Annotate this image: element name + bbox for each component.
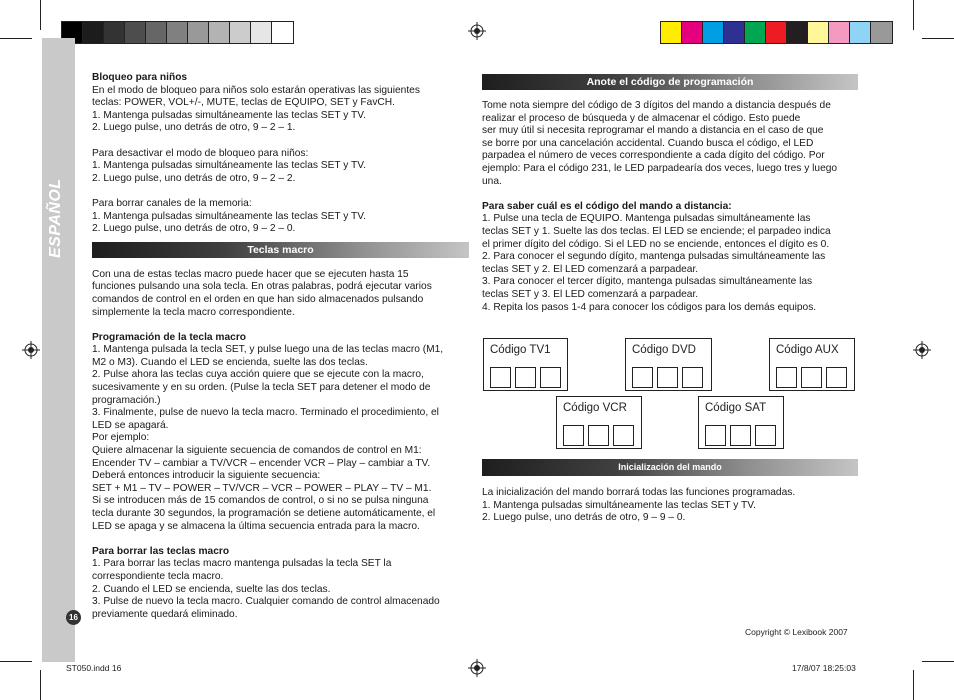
text-line: programación.) (92, 394, 161, 406)
digit-slot (776, 367, 797, 388)
child-lock-title: Bloqueo para niños (92, 72, 188, 83)
color-swatch (209, 22, 230, 43)
digit-slot (657, 367, 678, 388)
digit-slot (801, 367, 822, 388)
text-line: teclas SET y 3. El LED comenzará a parpadear. (482, 288, 699, 300)
color-swatch (787, 22, 808, 43)
registration-mark-icon (913, 341, 931, 359)
text-line: 1. Pulse una tecla de EQUIPO. Mantenga pulsadas simultáneamente las (482, 213, 811, 225)
text-line: Deberá entonces introducir la siguiente secuencia: (92, 470, 321, 482)
text-line: 2. Luego pulse, uno detrás de otro, 9 – 2 – 2. (92, 172, 296, 184)
text-line: el primer dígito del código. Si el LED no se enciende, entonces el dígito es 0. (482, 238, 830, 250)
code-box-aux (769, 338, 855, 391)
text-line: LED se apaga y se almacena la última secuencia entrada para la macro. (92, 520, 420, 532)
text-line: 2. Luego pulse, uno detrás de otro, 9 – 9 – 0. (482, 512, 686, 524)
text-line: previamente quedará eliminado. (92, 608, 238, 620)
digit-slot (755, 425, 776, 446)
macro-programming-text (92, 344, 469, 533)
text-line: 1. Mantenga pulsada la tecla SET, y pulse luego una de las teclas macro (M1, (92, 344, 444, 356)
text-line: una. (482, 175, 502, 187)
text-line: M2 o M3). Cuando el LED se encienda, suelte las dos teclas. (92, 356, 368, 368)
code-box-label: Código VCR (563, 402, 627, 414)
macro-programming-title: Programación de la tecla macro (92, 331, 247, 343)
text-line: teclas SET y 2. El LED comenzará a parpadear. (482, 263, 699, 275)
left-column (92, 72, 469, 621)
text-line: 3. Pulse de nuevo la tecla macro. Cualquier comando de control almacenado (92, 596, 440, 608)
macro-erase-title: Para borrar las teclas macro (92, 545, 230, 557)
text-line: tecla durante 30 segundos, la programación se detiene automáticamente, el (92, 508, 436, 519)
text-line: teclas: POWER, VOL+/-, MUTE, teclas de EQUIPO, SET y FavCH. (92, 97, 395, 109)
color-swatch (272, 22, 293, 43)
child-lock-deactivate-text (92, 148, 469, 186)
text-line: 3. Finalmente, pulse de nuevo la tecla macro. Terminado el procedimiento, el (92, 407, 439, 419)
text-line: Con una de estas teclas macro puede hacer que se ejecuten hasta 15 (92, 268, 409, 280)
color-swatch (745, 22, 766, 43)
text-line: parpadea el número de veces correspondiente a cada dígito del código. Por (482, 150, 825, 162)
crop-mark (0, 661, 32, 662)
color-swatch (167, 22, 188, 43)
find-code-title: Para saber cuál es el código del mando a distancia: (482, 200, 732, 212)
digit-slot (826, 367, 847, 388)
digit-slot (515, 367, 536, 388)
digit-slot (632, 367, 653, 388)
digit-slot (613, 425, 634, 446)
crop-mark (40, 0, 41, 30)
color-swatch (104, 22, 125, 43)
text-line: Por ejemplo: (92, 432, 150, 444)
text-line: realizar el proceso de búsqueda y de almacenar el código. Esto puede (482, 112, 801, 124)
macro-section-bar: Teclas macro (92, 242, 469, 258)
crop-mark (922, 661, 954, 662)
text-line: 2. Luego pulse, uno detrás de otro, 9 – 2 – 0. (92, 223, 296, 235)
color-swatch (83, 22, 104, 43)
code-box-dvd (625, 338, 712, 391)
file-info: ST050.indd 16 (66, 663, 122, 673)
text-line: 2. Luego pulse, uno detrás de otro, 9 – 2 – 1. (92, 122, 296, 134)
registration-mark-icon (468, 659, 486, 677)
side-band (42, 38, 75, 662)
text-line: 1. Mantenga pulsadas simultáneamente las teclas SET y TV. (92, 210, 366, 222)
init-section-bar: Inicialización del mando (482, 459, 858, 476)
digit-slot (563, 425, 584, 446)
color-swatch (661, 22, 682, 43)
crop-mark (913, 0, 914, 30)
text-line: 1. Mantenga pulsadas simultáneamente las teclas SET y TV. (92, 109, 366, 121)
copyright-text: Copyright © Lexibook 2007 (745, 627, 848, 637)
text-line: SET + M1 – TV – POWER – TV/VCR – VCR – POWER – PLAY – TV – M1. (92, 482, 432, 494)
color-swatch-bar (660, 21, 893, 44)
color-swatch (251, 22, 272, 43)
text-line: 2. Cuando el LED se encienda, suelte las dos teclas. (92, 583, 331, 595)
text-line: comandos de control en el orden en que han sido almacenados pulsando (92, 293, 424, 305)
color-swatch (766, 22, 787, 43)
code-box-tv1 (483, 338, 568, 391)
registration-mark-icon (468, 22, 486, 40)
grayscale-swatch-bar (61, 21, 294, 44)
text-line: correspondiente tecla macro. (92, 570, 224, 582)
find-code-text (482, 213, 858, 314)
erase-channels-text (92, 198, 469, 236)
color-swatch (230, 22, 251, 43)
code-box-label: Código SAT (705, 402, 767, 414)
text-line: Quiere almacenar la siguiente secuencia de comandos de control en M1: (92, 445, 422, 457)
text-line: 2. Pulse ahora las teclas cuya acción quiere que se ejecute con la macro, (92, 369, 424, 381)
text-line: LED se apagará. (92, 419, 169, 431)
macro-erase-text (92, 558, 469, 621)
code-box-vcr (556, 396, 642, 449)
init-text (482, 487, 858, 525)
code-box-label: Código DVD (632, 344, 696, 356)
text-line: ser muy útil si necesita reprogramar el mando a distancia en el caso de que (482, 125, 824, 137)
text-line: 4. Repita los pasos 1-4 para conocer los códigos para los demás equipos. (482, 301, 817, 313)
child-lock-text (92, 85, 469, 135)
color-swatch (829, 22, 850, 43)
digit-slot (540, 367, 561, 388)
text-line: Si se introducen más de 15 comandos de control, o si no se pulsa ninguna (92, 495, 429, 507)
text-line: Para desactivar el modo de bloqueo para niños: (92, 147, 309, 159)
code-box-label: Código TV1 (490, 344, 551, 356)
registration-mark-icon (22, 341, 40, 359)
note-code-section-bar: Anote el código de programación (482, 74, 858, 90)
text-line: simplemente la tecla macro correspondiente. (92, 306, 295, 318)
text-line: 1. Mantenga pulsadas simultáneamente las teclas SET y TV. (92, 160, 366, 172)
color-swatch (125, 22, 146, 43)
digit-slot (682, 367, 703, 388)
code-box-label: Código AUX (776, 344, 839, 356)
text-line: 1. Mantenga pulsadas simultáneamente las teclas SET y TV. (482, 499, 756, 511)
print-timestamp: 17/8/07 18:25:03 (792, 663, 856, 673)
text-line: Para borrar canales de la memoria: (92, 197, 252, 209)
text-line: sucesivamente y en su orden. (Pulse la tecla SET para detener el modo de (92, 382, 431, 394)
language-label: ESPAÑOL (47, 178, 64, 258)
text-line: En el modo de bloqueo para niños solo estarán operativas las siguientes (92, 84, 420, 96)
color-swatch (808, 22, 829, 43)
page-number-badge: 16 (66, 610, 81, 625)
right-column (482, 74, 858, 314)
init-section (482, 459, 858, 525)
text-line: 1. Para borrar las teclas macro mantenga pulsadas la tecla SET la (92, 558, 392, 570)
text-line: 2. Para conocer el segundo dígito, mantenga pulsadas simultáneamente las (482, 251, 826, 263)
color-swatch (871, 22, 892, 43)
text-line: se borre por una cancelación accidental. Cuando busca el código, el LED (482, 137, 814, 149)
text-line: 3. Para conocer el tercer dígito, mantenga pulsadas simultáneamente las (482, 276, 813, 288)
text-line: funciones pulsando una sola tecla. En otras palabras, podrá ejecutar varios (92, 281, 432, 293)
crop-mark (913, 670, 914, 700)
note-code-intro-text (482, 100, 858, 188)
color-swatch (703, 22, 724, 43)
color-swatch (682, 22, 703, 43)
text-line: Tome nota siempre del código de 3 dígitos del mando a distancia después de (482, 100, 831, 111)
digit-slot (588, 425, 609, 446)
color-swatch (724, 22, 745, 43)
crop-mark (922, 38, 954, 39)
text-line: ejemplo: Para el código 231, le LED parpadearía dos veces, luego tres y luego (482, 162, 838, 174)
code-box-sat (698, 396, 784, 449)
crop-mark (0, 38, 32, 39)
digit-slot (705, 425, 726, 446)
color-swatch (850, 22, 871, 43)
text-line: Encender TV – cambiar a TV/VCR – encender VCR – Play – cambiar a TV. (92, 457, 431, 469)
digit-slot (730, 425, 751, 446)
text-line: La inicialización del mando borrará todas las funciones programadas. (482, 487, 796, 498)
color-swatch (146, 22, 167, 43)
digit-slot (490, 367, 511, 388)
color-swatch (188, 22, 209, 43)
macro-intro-text (92, 269, 469, 319)
text-line: teclas SET y 1. Suelte las dos teclas. El LED se enciende; el parpadeo indica (482, 225, 831, 237)
crop-mark (40, 670, 41, 700)
